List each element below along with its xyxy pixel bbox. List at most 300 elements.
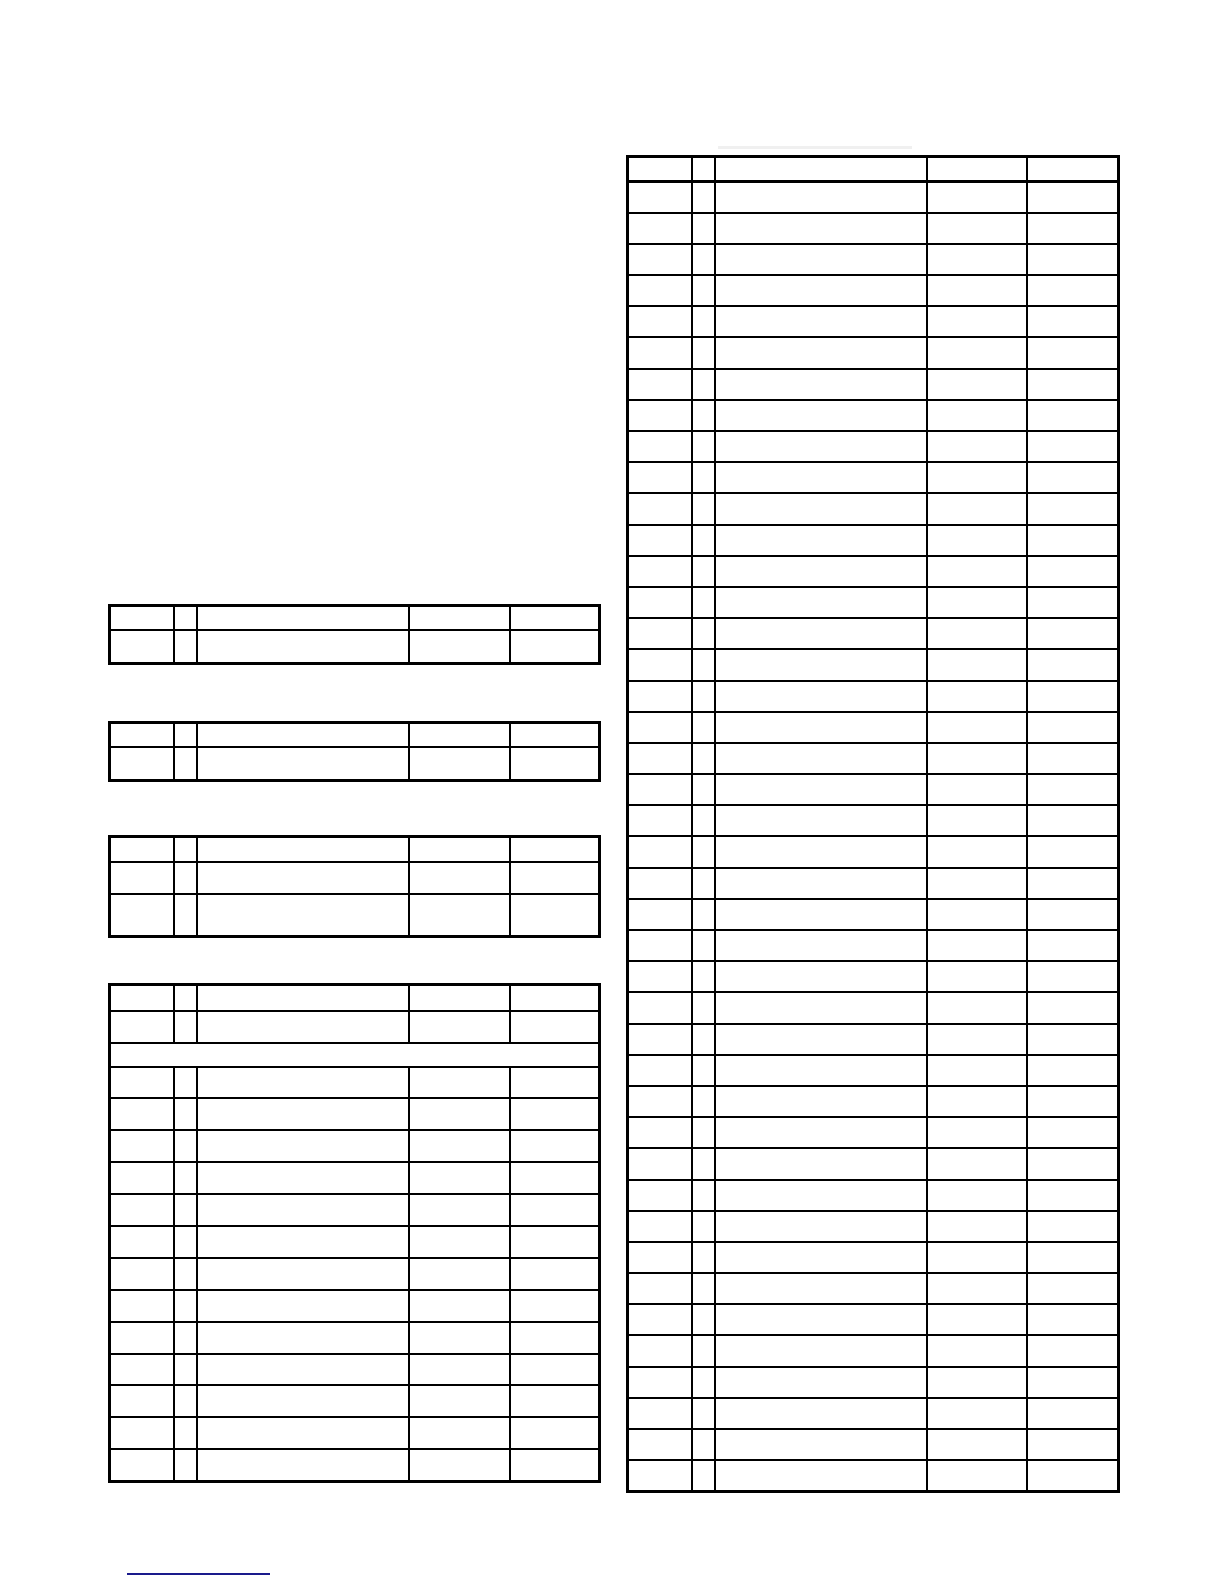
body-cell bbox=[110, 1011, 174, 1043]
body-cell bbox=[1027, 525, 1119, 556]
body-cell bbox=[628, 556, 692, 587]
body-cell bbox=[927, 462, 1027, 493]
body-cell bbox=[110, 1258, 174, 1290]
body-cell bbox=[409, 1098, 510, 1130]
body-cell bbox=[197, 1258, 409, 1290]
body-cell bbox=[510, 1449, 600, 1481]
body-cell bbox=[692, 275, 715, 306]
body-cell bbox=[174, 1385, 197, 1417]
body-cell bbox=[1027, 899, 1119, 930]
body-cell bbox=[174, 747, 197, 781]
body-cell bbox=[715, 1180, 927, 1211]
body-cell bbox=[110, 1098, 174, 1130]
body-cell bbox=[409, 1162, 510, 1194]
header-cell bbox=[692, 157, 715, 182]
body-cell bbox=[715, 805, 927, 836]
table-row bbox=[628, 899, 1119, 930]
body-cell bbox=[197, 1098, 409, 1130]
body-cell bbox=[197, 1067, 409, 1099]
header-cell bbox=[197, 837, 409, 862]
body-cell bbox=[174, 1194, 197, 1226]
body-cell bbox=[510, 1226, 600, 1258]
header-row bbox=[110, 723, 600, 747]
body-cell bbox=[927, 836, 1027, 867]
body-cell bbox=[197, 1290, 409, 1322]
body-cell bbox=[715, 1398, 927, 1429]
body-cell bbox=[692, 618, 715, 649]
body-cell bbox=[927, 369, 1027, 400]
body-cell bbox=[927, 337, 1027, 368]
body-cell bbox=[927, 213, 1027, 244]
body-cell bbox=[1027, 649, 1119, 680]
body-cell bbox=[715, 306, 927, 337]
body-cell bbox=[510, 1354, 600, 1386]
header-cell bbox=[110, 985, 174, 1011]
parts-list-table-right bbox=[626, 155, 1120, 1493]
body-cell bbox=[692, 431, 715, 462]
body-cell bbox=[715, 462, 927, 493]
body-cell bbox=[715, 1055, 927, 1086]
body-cell bbox=[628, 930, 692, 961]
body-cell bbox=[692, 836, 715, 867]
body-cell bbox=[628, 275, 692, 306]
small-info-table-2 bbox=[108, 721, 601, 782]
table-row bbox=[110, 1354, 600, 1386]
header-cell bbox=[510, 606, 600, 630]
body-cell bbox=[409, 1226, 510, 1258]
body-cell bbox=[1027, 1211, 1119, 1242]
body-cell bbox=[628, 1180, 692, 1211]
table-row bbox=[628, 275, 1119, 306]
table-row bbox=[628, 556, 1119, 587]
body-cell bbox=[715, 930, 927, 961]
table-row bbox=[628, 462, 1119, 493]
table-row bbox=[628, 400, 1119, 431]
body-cell bbox=[692, 244, 715, 275]
body-cell bbox=[715, 244, 927, 275]
body-cell bbox=[715, 992, 927, 1023]
table-row bbox=[110, 747, 600, 781]
body-cell bbox=[715, 337, 927, 368]
table-row bbox=[628, 493, 1119, 524]
table-row bbox=[628, 1460, 1119, 1491]
body-cell bbox=[510, 1011, 600, 1043]
body-cell bbox=[197, 1354, 409, 1386]
header-cell bbox=[174, 723, 197, 747]
table-row bbox=[110, 1258, 600, 1290]
body-cell bbox=[927, 868, 1027, 899]
body-cell bbox=[628, 961, 692, 992]
body-cell bbox=[1027, 493, 1119, 524]
body-cell bbox=[927, 1211, 1027, 1242]
body-cell bbox=[628, 1117, 692, 1148]
body-cell bbox=[1027, 1367, 1119, 1398]
body-cell bbox=[715, 1024, 927, 1055]
body-cell bbox=[197, 894, 409, 937]
body-cell bbox=[174, 630, 197, 664]
header-cell bbox=[174, 985, 197, 1011]
body-cell bbox=[409, 630, 510, 664]
body-cell bbox=[927, 182, 1027, 213]
body-cell bbox=[692, 1055, 715, 1086]
body-cell bbox=[927, 1273, 1027, 1304]
body-cell bbox=[927, 587, 1027, 618]
body-cell bbox=[927, 1180, 1027, 1211]
body-cell bbox=[1027, 431, 1119, 462]
body-cell bbox=[927, 618, 1027, 649]
table-row bbox=[628, 369, 1119, 400]
body-cell bbox=[510, 630, 600, 664]
body-cell bbox=[715, 1367, 927, 1398]
body-cell bbox=[715, 1242, 927, 1273]
table-row bbox=[628, 587, 1119, 618]
body-cell bbox=[409, 747, 510, 781]
table-row bbox=[110, 1130, 600, 1162]
body-cell bbox=[409, 1417, 510, 1449]
body-cell bbox=[692, 400, 715, 431]
body-cell bbox=[174, 1258, 197, 1290]
table-row bbox=[628, 1367, 1119, 1398]
body-cell bbox=[927, 1304, 1027, 1335]
body-cell bbox=[1027, 836, 1119, 867]
body-cell bbox=[510, 1098, 600, 1130]
body-cell bbox=[692, 1180, 715, 1211]
body-cell bbox=[1027, 1180, 1119, 1211]
body-cell bbox=[110, 1290, 174, 1322]
table-row bbox=[110, 1290, 600, 1322]
table-row bbox=[110, 1162, 600, 1194]
body-cell bbox=[715, 899, 927, 930]
body-cell bbox=[927, 1429, 1027, 1460]
body-cell bbox=[715, 275, 927, 306]
header-row bbox=[110, 606, 600, 630]
body-cell bbox=[715, 712, 927, 743]
header-cell bbox=[197, 723, 409, 747]
body-cell bbox=[110, 1417, 174, 1449]
body-cell bbox=[1027, 1398, 1119, 1429]
body-cell bbox=[692, 1117, 715, 1148]
table-row bbox=[628, 681, 1119, 712]
header-cell bbox=[110, 606, 174, 630]
body-cell bbox=[692, 774, 715, 805]
body-cell bbox=[1027, 400, 1119, 431]
body-cell bbox=[409, 1258, 510, 1290]
body-cell bbox=[628, 1086, 692, 1117]
body-cell bbox=[628, 462, 692, 493]
body-cell bbox=[409, 1067, 510, 1099]
table-row bbox=[628, 1273, 1119, 1304]
table-row bbox=[628, 182, 1119, 213]
header-cell bbox=[110, 723, 174, 747]
body-cell bbox=[628, 618, 692, 649]
body-cell bbox=[174, 894, 197, 937]
body-cell bbox=[1027, 930, 1119, 961]
table-row bbox=[628, 213, 1119, 244]
body-cell bbox=[628, 1429, 692, 1460]
body-cell bbox=[927, 306, 1027, 337]
body-cell bbox=[628, 681, 692, 712]
body-cell bbox=[409, 1130, 510, 1162]
body-cell bbox=[1027, 1086, 1119, 1117]
body-cell bbox=[628, 649, 692, 680]
body-cell bbox=[715, 1086, 927, 1117]
scan-artifact bbox=[718, 146, 912, 149]
body-cell bbox=[510, 1290, 600, 1322]
body-cell bbox=[692, 1273, 715, 1304]
body-cell bbox=[692, 1398, 715, 1429]
body-cell bbox=[174, 862, 197, 894]
body-cell bbox=[692, 1211, 715, 1242]
body-cell bbox=[715, 556, 927, 587]
small-info-table-1 bbox=[108, 604, 601, 665]
table-row bbox=[628, 774, 1119, 805]
body-cell bbox=[409, 1194, 510, 1226]
table-row bbox=[628, 1055, 1119, 1086]
header-row bbox=[628, 157, 1119, 182]
body-cell bbox=[927, 1335, 1027, 1366]
table-row bbox=[628, 431, 1119, 462]
body-cell bbox=[628, 1242, 692, 1273]
body-cell bbox=[927, 1086, 1027, 1117]
body-cell bbox=[1027, 337, 1119, 368]
header-cell bbox=[715, 157, 927, 182]
body-cell bbox=[110, 1130, 174, 1162]
body-cell bbox=[927, 930, 1027, 961]
body-cell bbox=[628, 587, 692, 618]
body-cell bbox=[715, 369, 927, 400]
body-cell bbox=[110, 1354, 174, 1386]
header-cell bbox=[510, 985, 600, 1011]
body-cell bbox=[715, 618, 927, 649]
body-cell bbox=[1027, 306, 1119, 337]
body-cell bbox=[1027, 1273, 1119, 1304]
body-cell bbox=[715, 213, 927, 244]
body-cell bbox=[927, 1242, 1027, 1273]
body-cell bbox=[628, 774, 692, 805]
body-cell bbox=[510, 1385, 600, 1417]
body-cell bbox=[110, 1226, 174, 1258]
table-row bbox=[110, 1226, 600, 1258]
body-cell bbox=[628, 743, 692, 774]
body-cell bbox=[692, 1335, 715, 1366]
body-cell bbox=[197, 747, 409, 781]
body-cell bbox=[628, 306, 692, 337]
body-cell bbox=[197, 1011, 409, 1043]
body-cell bbox=[927, 1367, 1027, 1398]
body-cell bbox=[715, 961, 927, 992]
body-cell bbox=[197, 630, 409, 664]
table-row bbox=[628, 1304, 1119, 1335]
body-cell bbox=[715, 400, 927, 431]
table-row bbox=[628, 1242, 1119, 1273]
body-cell bbox=[715, 1273, 927, 1304]
body-cell bbox=[628, 1304, 692, 1335]
body-cell bbox=[628, 1024, 692, 1055]
body-cell bbox=[174, 1226, 197, 1258]
table-row bbox=[628, 1429, 1119, 1460]
body-cell bbox=[110, 1194, 174, 1226]
body-cell bbox=[197, 1194, 409, 1226]
table-row bbox=[628, 868, 1119, 899]
body-cell bbox=[628, 1460, 692, 1491]
body-cell bbox=[1027, 182, 1119, 213]
table-row bbox=[628, 525, 1119, 556]
body-cell bbox=[715, 1148, 927, 1179]
body-cell bbox=[692, 213, 715, 244]
body-cell bbox=[628, 431, 692, 462]
body-cell bbox=[715, 1304, 927, 1335]
body-cell bbox=[927, 899, 1027, 930]
body-cell bbox=[1027, 992, 1119, 1023]
table-row bbox=[628, 337, 1119, 368]
body-cell bbox=[197, 862, 409, 894]
body-cell bbox=[174, 1290, 197, 1322]
body-cell bbox=[197, 1130, 409, 1162]
body-cell bbox=[927, 1117, 1027, 1148]
body-cell bbox=[1027, 1148, 1119, 1179]
body-cell bbox=[1027, 1242, 1119, 1273]
body-cell bbox=[174, 1417, 197, 1449]
body-cell bbox=[927, 743, 1027, 774]
body-cell bbox=[174, 1130, 197, 1162]
body-cell bbox=[715, 681, 927, 712]
body-cell bbox=[927, 774, 1027, 805]
body-cell bbox=[692, 462, 715, 493]
header-row bbox=[110, 985, 600, 1011]
body-cell bbox=[692, 1242, 715, 1273]
section-divider-row bbox=[110, 1043, 600, 1067]
body-cell bbox=[510, 1162, 600, 1194]
body-cell bbox=[692, 681, 715, 712]
body-cell bbox=[110, 894, 174, 937]
body-cell bbox=[1027, 1024, 1119, 1055]
small-info-table-3 bbox=[108, 835, 601, 938]
table-row bbox=[628, 992, 1119, 1023]
table-row bbox=[110, 1098, 600, 1130]
body-cell bbox=[927, 275, 1027, 306]
body-cell bbox=[692, 805, 715, 836]
body-cell bbox=[628, 1148, 692, 1179]
header-cell bbox=[409, 723, 510, 747]
body-cell bbox=[409, 1322, 510, 1354]
body-cell bbox=[715, 1211, 927, 1242]
body-cell bbox=[110, 1067, 174, 1099]
body-cell bbox=[692, 649, 715, 680]
body-cell bbox=[409, 1011, 510, 1043]
body-cell bbox=[692, 899, 715, 930]
body-cell bbox=[628, 493, 692, 524]
body-cell bbox=[628, 836, 692, 867]
body-cell bbox=[692, 493, 715, 524]
body-cell bbox=[1027, 1429, 1119, 1460]
body-cell bbox=[927, 712, 1027, 743]
body-cell bbox=[628, 899, 692, 930]
body-cell bbox=[510, 1067, 600, 1099]
body-cell bbox=[1027, 462, 1119, 493]
body-cell bbox=[692, 182, 715, 213]
merged-section-cell bbox=[110, 1043, 600, 1067]
body-cell bbox=[692, 961, 715, 992]
header-cell bbox=[1027, 157, 1119, 182]
table-row bbox=[110, 1011, 600, 1043]
body-cell bbox=[927, 1055, 1027, 1086]
table-row bbox=[628, 306, 1119, 337]
body-cell bbox=[715, 182, 927, 213]
body-cell bbox=[628, 1273, 692, 1304]
body-cell bbox=[510, 1322, 600, 1354]
body-cell bbox=[110, 1162, 174, 1194]
body-cell bbox=[927, 1148, 1027, 1179]
table-row bbox=[628, 1211, 1119, 1242]
body-cell bbox=[715, 587, 927, 618]
body-cell bbox=[692, 1304, 715, 1335]
body-cell bbox=[692, 930, 715, 961]
body-cell bbox=[174, 1162, 197, 1194]
body-cell bbox=[174, 1449, 197, 1481]
body-cell bbox=[510, 1417, 600, 1449]
body-cell bbox=[110, 1322, 174, 1354]
table-row bbox=[628, 649, 1119, 680]
body-cell bbox=[628, 337, 692, 368]
body-cell bbox=[692, 369, 715, 400]
body-cell bbox=[692, 743, 715, 774]
body-cell bbox=[692, 1460, 715, 1491]
table-row bbox=[628, 743, 1119, 774]
table-row bbox=[628, 1117, 1119, 1148]
header-cell bbox=[197, 606, 409, 630]
body-cell bbox=[1027, 774, 1119, 805]
body-cell bbox=[715, 1460, 927, 1491]
body-cell bbox=[692, 992, 715, 1023]
body-cell bbox=[174, 1354, 197, 1386]
header-cell bbox=[174, 837, 197, 862]
body-cell bbox=[692, 556, 715, 587]
header-cell bbox=[628, 157, 692, 182]
table-row bbox=[628, 712, 1119, 743]
body-cell bbox=[715, 1117, 927, 1148]
body-cell bbox=[692, 712, 715, 743]
body-cell bbox=[1027, 1117, 1119, 1148]
body-cell bbox=[1027, 1335, 1119, 1366]
body-cell bbox=[628, 369, 692, 400]
header-cell bbox=[510, 723, 600, 747]
body-cell bbox=[1027, 868, 1119, 899]
body-cell bbox=[628, 1211, 692, 1242]
header-cell bbox=[409, 606, 510, 630]
header-cell bbox=[510, 837, 600, 862]
body-cell bbox=[1027, 369, 1119, 400]
body-cell bbox=[510, 1194, 600, 1226]
table-row bbox=[628, 836, 1119, 867]
table-row bbox=[110, 1067, 600, 1099]
body-cell bbox=[927, 493, 1027, 524]
header-cell bbox=[927, 157, 1027, 182]
body-cell bbox=[715, 1335, 927, 1366]
body-cell bbox=[1027, 1460, 1119, 1491]
hyperlink[interactable] bbox=[127, 1573, 270, 1575]
body-cell bbox=[715, 836, 927, 867]
body-cell bbox=[1027, 618, 1119, 649]
header-row bbox=[110, 837, 600, 862]
body-cell bbox=[110, 1385, 174, 1417]
body-cell bbox=[927, 1460, 1027, 1491]
body-cell bbox=[1027, 1304, 1119, 1335]
body-cell bbox=[628, 1398, 692, 1429]
body-cell bbox=[409, 862, 510, 894]
body-cell bbox=[692, 525, 715, 556]
body-cell bbox=[510, 1130, 600, 1162]
body-cell bbox=[409, 1354, 510, 1386]
